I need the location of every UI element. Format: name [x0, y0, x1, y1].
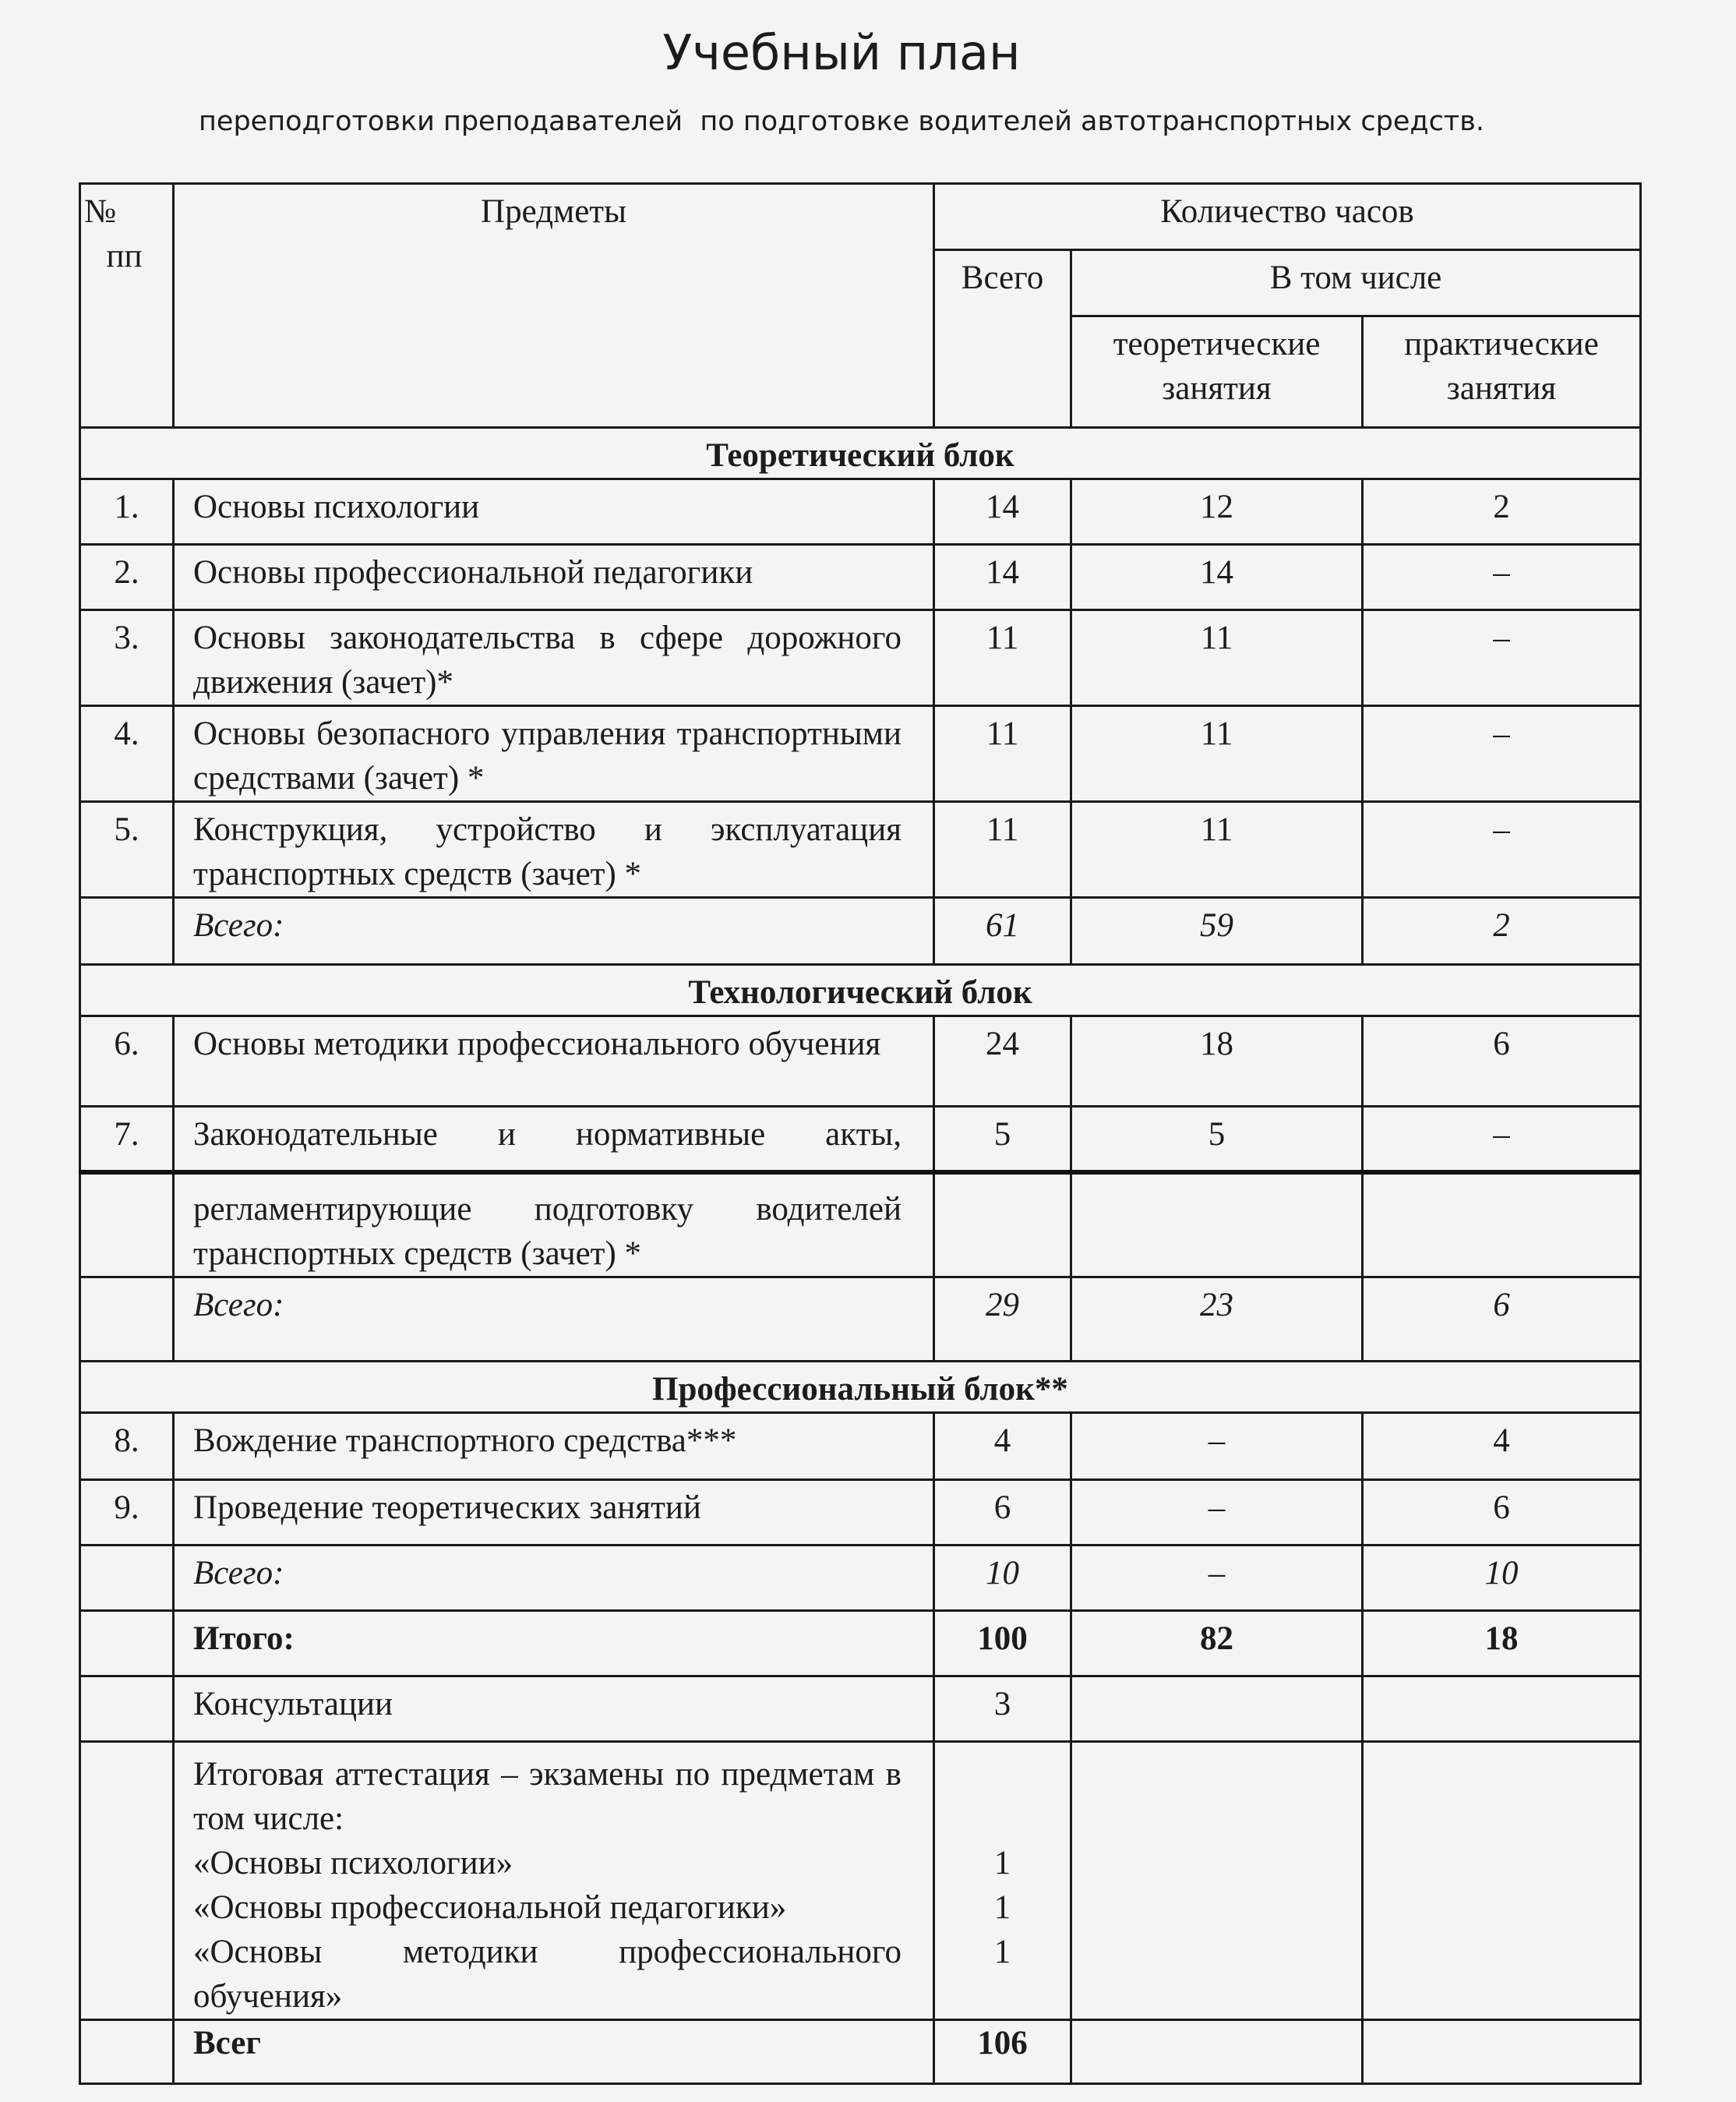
header-practice-line2: занятия [1446, 370, 1557, 407]
table-row [80, 1107, 1641, 1172]
table-row-continuation [80, 1172, 1641, 1277]
page-subtitle: переподготовки преподавателей по подготовке водителей автотранспортных средств. [199, 106, 1484, 137]
row-practice: – [1363, 1107, 1641, 1172]
attestation-hours-item: 1 [993, 1888, 1011, 1926]
row-subject: Законодательные и нормативные акты, [174, 1107, 934, 1172]
consultations-label: Консультации [174, 1676, 934, 1741]
section-title-prof: Профессиональный блок** [80, 1361, 1641, 1412]
row-theory [1071, 1172, 1363, 1277]
row-num [80, 1676, 174, 1741]
row-num [80, 1610, 174, 1676]
curriculum-table [79, 182, 1642, 2085]
row-total: 14 [934, 479, 1071, 545]
row-num: 4. [80, 706, 174, 802]
attestation-hours-item: 1 [993, 1844, 1011, 1881]
table-row [80, 479, 1641, 545]
row-subject: Проведение теоретических занятий [174, 1479, 934, 1545]
row-practice: – [1363, 610, 1641, 706]
row-theory: – [1071, 1479, 1363, 1545]
row-practice: 6 [1363, 1479, 1641, 1545]
final-total: 106 [934, 2019, 1071, 2083]
consultations-total: 3 [934, 1676, 1071, 1741]
grand-total-label: Итого: [174, 1610, 934, 1676]
attestation-item: «Основы психологии» [193, 1844, 513, 1881]
header-theory-line2: занятия [1162, 370, 1272, 407]
header-practice-line1: практические [1404, 326, 1599, 362]
row-theory: 18 [1071, 1016, 1363, 1107]
row-total: 5 [934, 1107, 1071, 1172]
row-theory: 5 [1071, 1107, 1363, 1172]
grand-total-total: 100 [934, 1610, 1071, 1676]
subtotal-total: 10 [934, 1545, 1071, 1610]
header-theory-line1: теоретические [1113, 326, 1321, 362]
subtotal-label: Всего: [174, 1545, 934, 1610]
section-row [80, 428, 1641, 479]
subtotal-practice: 6 [1363, 1277, 1641, 1361]
page-title: Учебный план [662, 24, 1021, 81]
header-total: Всего [934, 250, 1071, 428]
section-row [80, 1361, 1641, 1412]
table-row [80, 706, 1641, 802]
subtotal-total: 61 [934, 898, 1071, 965]
row-theory: 11 [1071, 706, 1363, 802]
row-practice [1363, 2019, 1641, 2083]
row-num: 6. [80, 1016, 174, 1107]
subtotal-row [80, 1545, 1641, 1610]
table-row [80, 610, 1641, 706]
row-num [80, 1741, 174, 2019]
row-practice [1363, 1676, 1641, 1741]
row-theory: 11 [1071, 610, 1363, 706]
subtotal-theory: – [1071, 1545, 1363, 1610]
row-practice: – [1363, 802, 1641, 898]
attestation-item: «Основы профессиональной педагогики» [193, 1888, 787, 1926]
row-total [934, 1172, 1071, 1277]
section-row [80, 965, 1641, 1016]
row-total: 14 [934, 545, 1071, 610]
row-theory [1071, 2019, 1363, 2083]
row-total: 6 [934, 1479, 1071, 1545]
row-num: 9. [80, 1479, 174, 1545]
attestation-spacer [943, 1752, 1062, 1841]
section-title-tech: Технологический блок [80, 965, 1641, 1016]
row-num: 3. [80, 610, 174, 706]
row-practice: – [1363, 545, 1641, 610]
subtotal-theory: 59 [1071, 898, 1363, 965]
row-subject-continuation: регламентирующие подготовку водителей транспортных средств (зачет) * [174, 1172, 934, 1277]
row-num: 1. [80, 479, 174, 545]
subtotal-label: Всего: [174, 898, 934, 965]
consultations-row [80, 1676, 1641, 1741]
row-num: 5. [80, 802, 174, 898]
table-row [80, 1016, 1641, 1107]
row-practice [1363, 1172, 1641, 1277]
row-num: 2. [80, 545, 174, 610]
table-row [80, 1412, 1641, 1479]
attestation-intro: Итоговая аттестация – экзамены по предметам в том числе: [193, 1755, 902, 1837]
row-theory: 11 [1071, 802, 1363, 898]
attestation-hours-item: 1 [993, 1933, 1011, 1970]
row-theory [1071, 1676, 1363, 1741]
header-hours: Количество часов [934, 184, 1641, 250]
row-total: 11 [934, 802, 1071, 898]
row-num [80, 1277, 174, 1361]
subtotal-practice: 10 [1363, 1545, 1641, 1610]
row-practice: – [1363, 706, 1641, 802]
row-subject: Основы методики профессионального обучения [174, 1016, 934, 1107]
row-theory: – [1071, 1412, 1363, 1479]
row-subject: Основы законодательства в сфере дорожного движения (зачет)* [174, 610, 934, 706]
row-practice [1363, 1741, 1641, 2019]
header-theory [1071, 316, 1363, 428]
row-num [80, 898, 174, 965]
row-subject: Конструкция, устройство и эксплуатация транспортных средств (зачет) * [174, 802, 934, 898]
row-subject: Основы безопасного управления транспортными средствами (зачет) * [174, 706, 934, 802]
header-including: В том числе [1071, 250, 1641, 316]
row-practice: 2 [1363, 479, 1641, 545]
grand-total-practice: 18 [1363, 1610, 1641, 1676]
row-num: 8. [80, 1412, 174, 1479]
final-label: Всег [174, 2019, 934, 2083]
attestation-hours [934, 1741, 1071, 2019]
attestation-row [80, 1741, 1641, 2019]
subtotal-row [80, 898, 1641, 965]
grand-total-row [80, 1610, 1641, 1676]
row-theory: 14 [1071, 545, 1363, 610]
row-num [80, 1545, 174, 1610]
row-num: 7. [80, 1107, 174, 1172]
header-practice [1363, 316, 1641, 428]
row-practice: 4 [1363, 1412, 1641, 1479]
subtotal-practice: 2 [1363, 898, 1641, 965]
row-theory: 12 [1071, 479, 1363, 545]
table-row [80, 1479, 1641, 1545]
header-row [80, 184, 1641, 250]
row-practice: 6 [1363, 1016, 1641, 1107]
final-row [80, 2019, 1641, 2083]
subtotal-label: Всего: [174, 1277, 934, 1361]
table-row [80, 802, 1641, 898]
row-subject: Вождение транспортного средства*** [174, 1412, 934, 1479]
attestation-cell [174, 1741, 934, 2019]
subtotal-total: 29 [934, 1277, 1071, 1361]
row-total: 4 [934, 1412, 1071, 1479]
header-num [80, 184, 174, 428]
header-num-pp: пп [106, 238, 143, 274]
attestation-item: «Основы методики профессионального обучения» [193, 1933, 902, 2015]
row-num [80, 2019, 174, 2083]
header-num-sign: № [84, 193, 117, 230]
row-num [80, 1172, 174, 1277]
row-total: 11 [934, 706, 1071, 802]
header-subjects: Предметы [174, 184, 934, 428]
row-total: 24 [934, 1016, 1071, 1107]
row-subject: Основы профессиональной педагогики [174, 545, 934, 610]
subtotal-theory: 23 [1071, 1277, 1363, 1361]
subtotal-row [80, 1277, 1641, 1361]
row-total: 11 [934, 610, 1071, 706]
row-subject: Основы психологии [174, 479, 934, 545]
grand-total-theory: 82 [1071, 1610, 1363, 1676]
section-title-theory: Теоретический блок [80, 428, 1641, 479]
table-row [80, 545, 1641, 610]
row-theory [1071, 1741, 1363, 2019]
